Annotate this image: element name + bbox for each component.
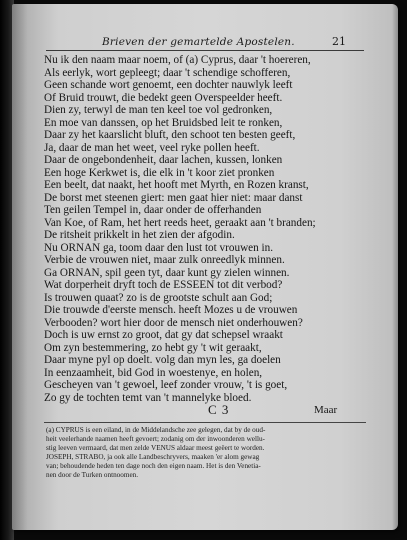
verse-line: Is trouwen quaat? zo is de grootste schult aan God; — [44, 291, 273, 304]
verse-line: Verbie de vrouwen niet, maar zulk onreedlyk minnen. — [44, 254, 285, 266]
verse-line: Geen schande wort genoemt, een dochter nauwlyk leeft — [44, 79, 293, 91]
verse-line: De ritsheit prikkelt in het zien der afgodin. — [44, 229, 235, 241]
footnote-block — [46, 426, 368, 480]
verse-line: Ga ORNAN, spil geen tyt, daar kunt gy zielen winnen. — [44, 266, 290, 279]
footnote-rule — [44, 422, 366, 423]
verse-line: Zo gy de tochten temt van 't mannelyke bloed. — [44, 391, 252, 404]
verse-line: Om zyn bestemmering, zo hebt gy 't wit geraakt, — [44, 341, 262, 354]
catchword: Maar — [314, 404, 338, 416]
verse-line: Een hoge Kerkwet is, die elk in 't koor ziet pronken — [44, 166, 275, 179]
running-title: Brieven der gemartelde Apostelen. — [102, 36, 295, 48]
verse-line: Verbooden? wort hier door de mensch niet onderhouwen? — [44, 316, 303, 329]
footnote-line: nen door de Turken ontnoomen. — [46, 471, 139, 479]
verse-line: Ja, daar de man het weet, veel ryke pollen heeft. — [44, 141, 260, 154]
verse-line: Daar zy het kaarslicht bluft, den schoot ten besten geeft, — [44, 129, 296, 141]
verse-line: Dien zy, terwyl de man ten keel toe vol gedronken, — [44, 104, 273, 116]
verse-block — [44, 54, 374, 404]
verse-line: Van Koe, of Ram, het hert reeds heet, geraakt aan 't branden; — [44, 216, 316, 229]
verse-line: Doch is uw ernst zo groot, dat gy dat schepsel wraakt — [44, 329, 283, 341]
book-page — [12, 4, 398, 530]
verse-line: In eenzaamheit, bid God in woestenye, en holen, — [44, 366, 263, 379]
footnote-line: (a) CYPRUS is een eiland, in de Middelandsche zee gelegen, dat by de oud- — [46, 426, 266, 434]
verse-line: Die trouwde d'eerste mensch. heeft Mozes u de vrouwen — [44, 304, 298, 316]
page-edge — [392, 4, 398, 530]
verse-line: Nu ORNAN ga, toom daar den lust tot vrouwen in. — [44, 241, 273, 254]
verse-line: Wat dorperheit dryft toch de ESSEEN tot dit verbod? — [44, 279, 283, 291]
footnote-line: heit veelerhande naamen heeft gevoert; zodanig om der inwoonderen wellu- — [46, 435, 265, 443]
verse-line: Of Bruid trouwt, die bedekt geen Overspeelder heeft. — [44, 91, 283, 104]
footnote-line: stig leeven vermaard, dat men zelde VENUS aldaar meest geëert te worden. — [46, 444, 265, 452]
signature-mark: C 3 — [208, 402, 230, 417]
page-number: 21 — [332, 35, 346, 48]
footnote-line: van; behoudende heden ten dage noch den eigen naam. Het is den Venetia- — [46, 462, 261, 470]
verse-line: Gescheyen van 't gewoel, leef zonder vrouw, 't is goet, — [44, 379, 288, 391]
verse-line: De borst met steenen giert: men gaat hier niet: maar danst — [44, 191, 303, 204]
footnote-line: JOSEPH, STRABO, ja ook alle Landbeschryvers, maaken 'er alom gewag — [46, 453, 260, 461]
verse-line: Nu ik den naam maar noem, of (a) Cyprus, daar 't hoereren, — [44, 54, 311, 66]
verse-line: Ten geilen Tempel in, daar onder de offerhanden — [44, 204, 262, 216]
verse-line: Als eerlyk, wort gepleegt; daar 't schendige schofferen, — [44, 66, 291, 79]
verse-line: Een beelt, dat naakt, het hooft met Myrth, en Rozen kranst, — [44, 179, 309, 191]
header-rule — [46, 50, 364, 51]
verse-line: Daar myne pyl op doelt. volg dan myn les, ga doelen — [44, 354, 281, 366]
verse-line: En moe van danssen, op het Bruidsbed leit te ronken, — [44, 116, 283, 129]
verse-line: Daar de ongebondenheit, daar lachen, kussen, lonken — [44, 154, 283, 166]
